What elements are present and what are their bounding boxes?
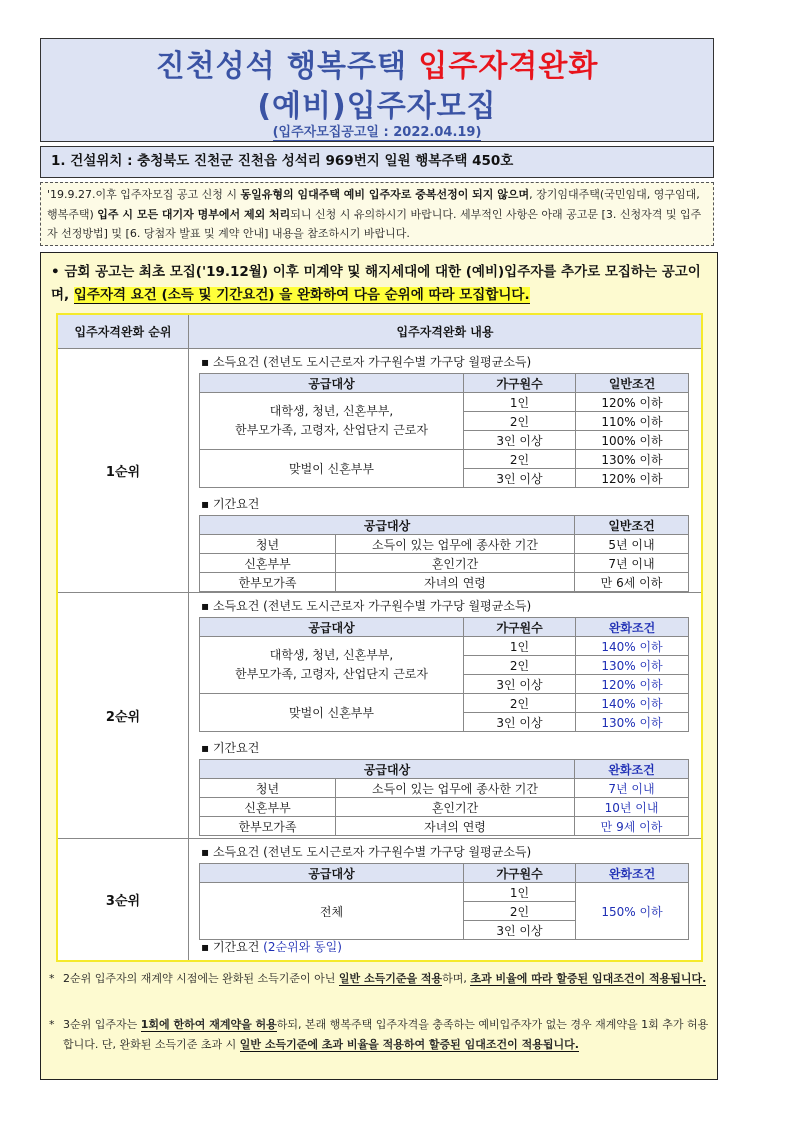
intro-body: • 금회 공고는 최초 모집('19.12월) 이후 미계약 및 해지세대에 대한 (예비)입주자를 추가로 모집하는 공고이며,	[51, 264, 701, 303]
members-1: 1인	[464, 637, 576, 656]
footnote-underline: 초과 비율에 따라 할증된 임대조건이 적용됩니다.	[470, 972, 707, 985]
period-value: 만 6세 이하	[575, 573, 689, 592]
notice-bold: 입주 시 모든 대기자 명부에서 제외 처리	[97, 207, 291, 221]
footnote-text: 2순위 입주자의 재계약 시점에는 완화된 소득기준이 아닌	[63, 972, 339, 985]
rank-1-content	[189, 349, 701, 593]
income-value: 110% 이하	[576, 412, 689, 431]
col-relaxed: 완화조건	[576, 864, 689, 883]
footnote-2	[49, 1015, 713, 1054]
title-box	[40, 38, 714, 142]
col-general: 일반조건	[575, 516, 689, 535]
rank-1-period-table	[199, 515, 689, 592]
members-3: 3인 이상	[464, 713, 576, 732]
period-value: 10년 이내	[575, 798, 689, 817]
members-2: 2인	[464, 694, 576, 713]
group-a-line2: 한부모가족, 고령자, 산업단지 근로자	[235, 667, 428, 681]
notice-text: 되니 신청 시 유의하시기 바랍니다. 세부적인 사항은 아래 공고문 [3. 신청자격 및 입주자 선정방법] 및 [6. 당첨자 발표 및 계약 안내] 내용을 참조하시기 바랍니다.	[47, 207, 702, 240]
youth-desc: 소득이 있는 업무에 종사한 기간	[336, 535, 575, 554]
page-title	[41, 41, 713, 85]
group-b: 맞벌이 신혼부부	[200, 450, 464, 488]
group-a	[200, 393, 464, 450]
group-a-line1: 대학생, 청년, 신혼부부,	[269, 648, 394, 662]
col-target: 공급대상	[200, 760, 575, 779]
single-parent-desc: 자녀의 연령	[336, 817, 575, 836]
income-value: 140% 이하	[576, 637, 689, 656]
qualification-grid	[56, 313, 703, 962]
period-requirement-title: ▪ 기간요건	[201, 741, 260, 755]
income-value: 120% 이하	[576, 393, 689, 412]
col-members: 가구원수	[464, 374, 576, 393]
group-a	[200, 637, 464, 694]
rank-2-income-table	[199, 617, 689, 732]
members-1: 1인	[464, 393, 576, 412]
members-3: 3인 이상	[464, 921, 576, 940]
notice-bold: 동일유형의 임대주택 예비 입주자로 중복선정이 되지 않으며	[240, 188, 530, 201]
col-members: 가구원수	[464, 864, 576, 883]
period-value: 7년 이내	[575, 779, 689, 798]
announcement-date-text: (입주자모집공고일 : 2022.04.19)	[272, 125, 482, 140]
members-2: 2인	[464, 450, 576, 469]
footnote-1	[49, 969, 713, 989]
group-b: 맞벌이 신혼부부	[200, 694, 464, 732]
youth: 청년	[200, 779, 336, 798]
income-requirement-title: ▪ 소득요건 (전년도 도시근로자 가구원수별 가구당 월평균소득)	[201, 845, 532, 859]
period-value: 7년 이내	[575, 554, 689, 573]
col-target: 공급대상	[200, 864, 464, 883]
announcement-date	[41, 121, 713, 140]
col-members: 가구원수	[464, 618, 576, 637]
notice-text: '19.9.27.이후 입주자모집 공고 신청 시	[47, 188, 241, 201]
period-value: 5년 이내	[575, 535, 689, 554]
grid-header-rank: 입주자격완화 순위	[58, 315, 189, 349]
members-2: 2인	[464, 656, 576, 675]
youth-desc: 소득이 있는 업무에 종사한 기간	[336, 779, 575, 798]
members-2: 2인	[464, 902, 576, 921]
footnote-text: 하며,	[442, 972, 471, 985]
income-requirement-title: ▪ 소득요건 (전년도 도시근로자 가구원수별 가구당 월평균소득)	[201, 355, 532, 369]
rank-1-income-table	[199, 373, 689, 488]
col-relaxed: 완화조건	[575, 760, 689, 779]
col-general: 일반조건	[576, 374, 689, 393]
notice-box	[40, 182, 714, 246]
income-value: 130% 이하	[576, 450, 689, 469]
income-value: 100% 이하	[576, 431, 689, 450]
group-a-line2: 한부모가족, 고령자, 산업단지 근로자	[235, 423, 428, 437]
main-content-box	[40, 252, 718, 1080]
period-same-prefix: ▪ 기간요건	[201, 940, 264, 954]
single-parent: 한부모가족	[200, 573, 336, 592]
income-value: 140% 이하	[576, 694, 689, 713]
footnote-underline: 일반 소득기준에 초과 비율을 적용하여 할증된 임대조건이 적용됩니다.	[239, 1037, 579, 1051]
rank-1-label: 1순위	[58, 349, 189, 593]
rank-2-period-table	[199, 759, 689, 836]
single-parent: 한부모가족	[200, 817, 336, 836]
members-3: 3인 이상	[464, 431, 576, 450]
income-requirement-title: ▪ 소득요건 (전년도 도시근로자 가구원수별 가구당 월평균소득)	[201, 599, 532, 613]
period-requirement-title: ▪ 기간요건	[201, 497, 260, 511]
period-same-note: (2순위와 동일)	[263, 940, 342, 954]
intro-text	[51, 261, 711, 307]
members-3: 3인 이상	[464, 675, 576, 694]
footnote-text: 3순위 입주자는	[63, 1018, 141, 1031]
footnote-underline: 일반 소득기준을 적용	[338, 972, 443, 985]
group-all: 전체	[200, 883, 464, 940]
youth: 청년	[200, 535, 336, 554]
newlywed: 신혼부부	[200, 798, 336, 817]
income-value: 120% 이하	[576, 469, 689, 488]
rank-2-label: 2순위	[58, 593, 189, 839]
rank-3-income-table	[199, 863, 689, 940]
period-requirement-title	[201, 938, 342, 955]
newlywed-desc: 혼인기간	[336, 798, 575, 817]
title-highlight: 입주자격완화	[418, 49, 599, 84]
title-main: 진천성석 행복주택	[155, 49, 419, 84]
income-value: 150% 이하	[576, 883, 689, 940]
income-value: 120% 이하	[576, 675, 689, 694]
rank-3-content	[189, 839, 701, 960]
footnote-underline: 1회에 한하여 재계약을 허용	[140, 1018, 277, 1031]
col-relaxed: 완화조건	[576, 618, 689, 637]
intro-highlight: 입주자격 요건 (소득 및 기간요건) 을 완화하여 다음 순위에 따라 모집합니다.	[73, 287, 530, 303]
newlywed: 신혼부부	[200, 554, 336, 573]
construction-location: 1. 건설위치 : 충청북도 진천군 진천읍 성석리 969번지 일원 행복주택 450호	[40, 146, 714, 178]
col-target: 공급대상	[200, 618, 464, 637]
group-a-line1: 대학생, 청년, 신혼부부,	[269, 404, 394, 418]
notice-text: , 장기임대주택(국민임대, 영구임대, 행복주택)	[47, 188, 700, 221]
footnote-text: 하되, 본래 행복주택 입주자격을 충족하는 예비입주자가 없는 경우 재계약을 1회 추가 허용합니다. 단, 완화된 소득기준 초과 시	[63, 1018, 709, 1051]
single-parent-desc: 자녀의 연령	[336, 573, 575, 592]
grid-header-content: 입주자격완화 내용	[189, 315, 701, 349]
newlywed-desc: 혼인기간	[336, 554, 575, 573]
members-2: 2인	[464, 412, 576, 431]
rank-2-content	[189, 593, 701, 839]
income-value: 130% 이하	[576, 713, 689, 732]
members-3: 3인 이상	[464, 469, 576, 488]
col-target: 공급대상	[200, 374, 464, 393]
period-value: 만 9세 이하	[575, 817, 689, 836]
col-target: 공급대상	[200, 516, 575, 535]
asterisk-icon: *	[49, 972, 55, 985]
rank-3-label: 3순위	[58, 839, 189, 960]
page-subtitle: (예비)입주자모집	[257, 89, 497, 124]
asterisk-icon: *	[49, 1018, 55, 1031]
income-value: 130% 이하	[576, 656, 689, 675]
members-1: 1인	[464, 883, 576, 902]
